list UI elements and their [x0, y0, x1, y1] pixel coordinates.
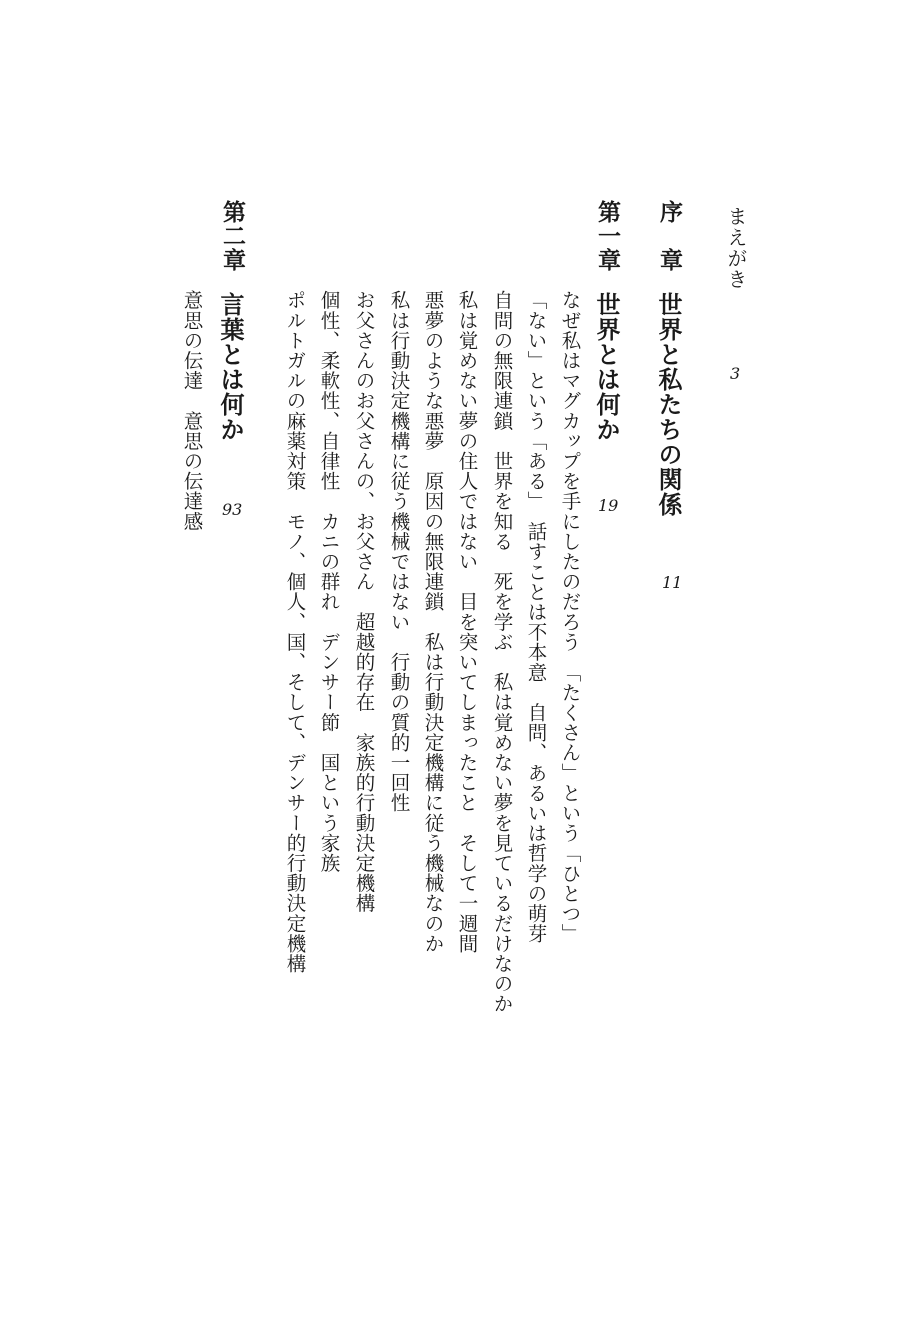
toc-chapter2-page: 93 — [222, 500, 243, 519]
toc-chapter2-line-1: 意思の伝達 意思の伝達感 — [180, 290, 204, 532]
toc-intro-label: 序 章 — [656, 200, 683, 272]
toc-chapter1-line-2: 「ない」という「ある」 話すことは不本意 自問、あるいは哲学の萌芽 — [524, 290, 548, 944]
toc-chapter1-line-5: 悪夢のような悪夢 原因の無限連鎖 私は行動決定機構に従う機械なのか — [421, 290, 445, 954]
toc-preface-title: まえがき — [724, 206, 748, 290]
toc-chapter1-label: 第一章 — [594, 200, 621, 272]
toc-chapter1-title: 世界とは何か — [592, 292, 621, 442]
toc-chapter1-line-8: 個性、柔軟性、自律性 カニの群れ デンサー節 国という家族 — [317, 290, 341, 873]
toc-chapter1-line-1: なぜ私はマグカップを手にしたのだろう 「たくさん」という「ひとつ」 — [558, 290, 582, 944]
toc-intro-title: 世界と私たちの関係 — [654, 292, 683, 517]
toc-chapter1-line-3: 自問の無限連鎖 世界を知る 死を学ぶ 私は覚めない夢を見ているだけなのか — [490, 290, 514, 1014]
toc-chapter1-line-4: 私は覚めない夢の住人ではない 目を突いてしまったこと そして一週間 — [455, 290, 479, 954]
toc-chapter1-page: 19 — [598, 496, 619, 515]
toc-chapter1-line-7: お父さんのお父さんの、お父さん 超越的存在 家族的行動決定機構 — [352, 290, 376, 914]
toc-chapter1-line-6: 私は行動決定機構に従う機械ではない 行動の質的一回性 — [387, 290, 411, 813]
toc-chapter2-label: 第二章 — [219, 200, 246, 272]
toc-intro-page: 11 — [662, 573, 683, 592]
toc-chapter1-line-9: ポルトガルの麻薬対策 モノ、個人、国、そして、デンサー的行動決定機構 — [283, 290, 307, 974]
toc-chapter2-title: 言葉とは何か — [216, 292, 245, 442]
toc-preface-page: 3 — [730, 364, 741, 383]
